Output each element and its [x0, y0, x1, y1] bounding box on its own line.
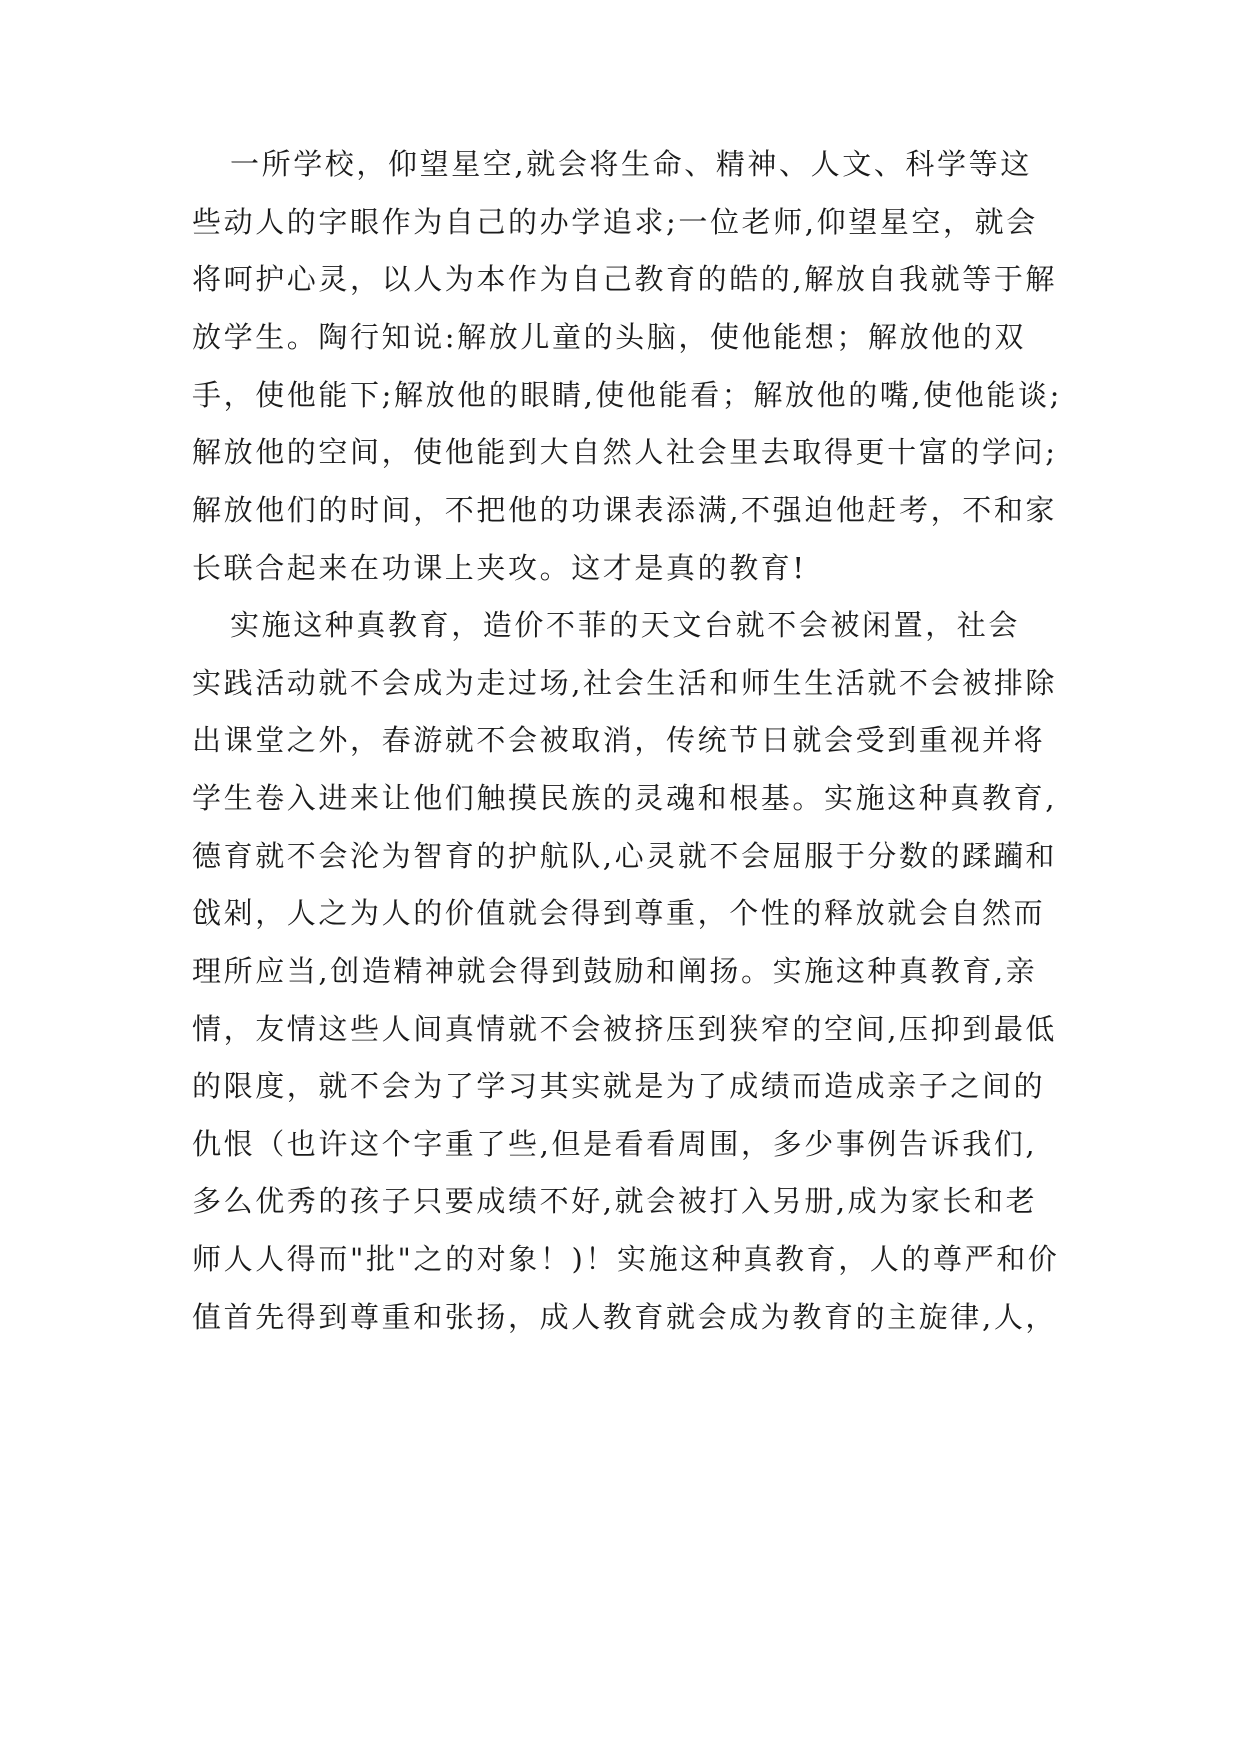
paragraph-2-line-5: 德育就不会沦为智育的护航队,心灵就不会屈服于分数的蹂躏和 [192, 839, 1058, 873]
paragraph-1-line-3: 将呵护心灵，以人为本作为自己教育的皓的,解放自我就等于解 [192, 262, 1058, 296]
paragraph-2-line-11: 多么优秀的孩子只要成绩不好,就会被打入另册,成为家长和老 [192, 1184, 1038, 1218]
paragraph-2-line-1: 实施这种真教育，造价不菲的天文台就不会被闲置，社会 [230, 608, 1021, 642]
paragraph-2-line-7: 理所应当,创造精神就会得到鼓励和阐扬。实施这种真教育,亲 [192, 954, 1038, 988]
paragraph-2-line-2: 实践活动就不会成为走过场,社会生活和师生生活就不会被排除 [192, 666, 1058, 700]
paragraph-2-line-6: 戗剁，人之为人的价值就会得到尊重，个性的释放就会自然而 [192, 896, 1046, 930]
paragraph-2-line-8: 情，友情这些人间真情就不会被挤压到狭窄的空间,压抑到最低 [192, 1012, 1058, 1046]
paragraph-1-line-7: 解放他们的时间，不把他的功课表添满,不强迫他赶考，不和家 [192, 493, 1058, 527]
paragraph-1-line-8: 长联合起来在功课上夹攻。这才是真的教育! [192, 551, 807, 585]
paragraph-1-line-1: 一所学校，仰望星空,就会将生命、精神、人文、科学等这 [230, 147, 1032, 181]
paragraph-2-line-9: 的限度，就不会为了学习其实就是为了成绩而造成亲子之间的 [192, 1069, 1046, 1103]
paragraph-2-line-12: 师人人得而"批"之的对象！)！实施这种真教育，人的尊严和价 [192, 1242, 1060, 1276]
paragraph-2-line-4: 学生卷入进来让他们触摸民族的灵魂和根基。实施这种真教育, [192, 781, 1058, 815]
paragraph-1-line-4: 放学生。陶行知说:解放儿童的头脑，使他能想；解放他的双 [192, 320, 1026, 354]
paragraph-1-line-2: 些动人的字眼作为自己的办学追求;一位老师,仰望星空，就会 [192, 205, 1038, 239]
paragraph-1-line-5: 手，使他能下;解放他的眼睛,使他能看；解放他的嘴,使他能谈; [192, 378, 1062, 412]
paragraph-1-line-6: 解放他的空间，使他能到大自然人社会里去取得更十富的学问; [192, 435, 1058, 469]
paragraph-2-line-3: 出课堂之外，春游就不会被取消，传统节日就会受到重视并将 [192, 723, 1046, 757]
paragraph-2-line-13: 值首先得到尊重和张扬，成人教育就会成为教育的主旋律,人， [192, 1300, 1058, 1334]
paragraph-2-line-10: 仇恨（也许这个字重了些,但是看看周围，多少事例告诉我们, [192, 1127, 1038, 1161]
